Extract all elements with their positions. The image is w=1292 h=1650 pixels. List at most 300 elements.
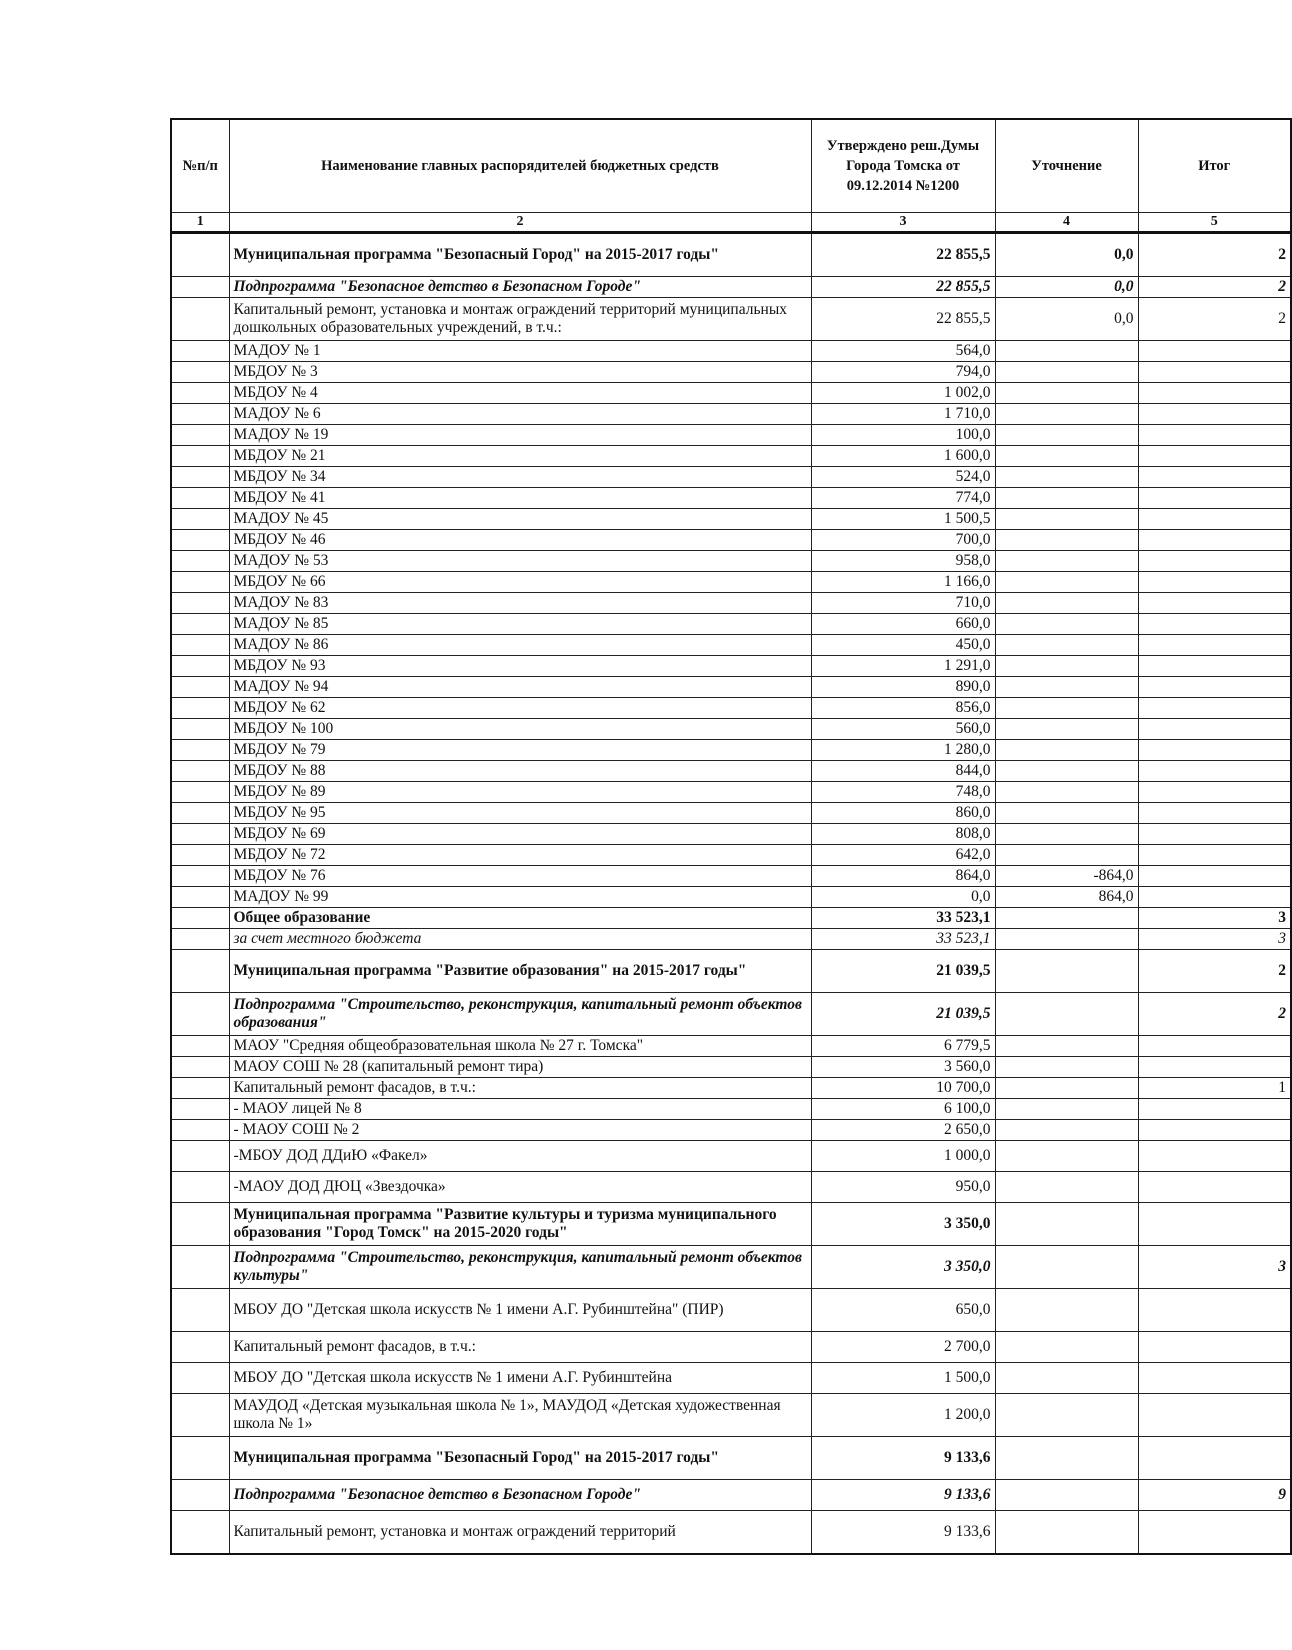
row-change-cell <box>995 362 1138 383</box>
row-total-cell <box>1138 1332 1291 1363</box>
row-name-cell: - МАОУ лицей № 8 <box>229 1099 811 1120</box>
row-change-cell <box>995 1289 1138 1332</box>
table-row <box>171 740 1291 761</box>
row-total-cell <box>1138 614 1291 635</box>
row-index-cell <box>171 908 229 929</box>
row-index-cell <box>171 341 229 362</box>
row-index-cell <box>171 1480 229 1511</box>
row-total-cell: 3 <box>1138 1246 1291 1289</box>
row-change-cell: -864,0 <box>995 866 1138 887</box>
row-total-cell <box>1138 341 1291 362</box>
row-change-cell <box>995 1511 1138 1555</box>
row-index-cell <box>171 233 229 277</box>
row-approved-cell: 1 291,0 <box>811 656 995 677</box>
row-total-cell: 2 <box>1138 277 1291 298</box>
row-index-cell <box>171 677 229 698</box>
row-name-cell: МБДОУ № 79 <box>229 740 811 761</box>
row-approved-cell: 1 000,0 <box>811 1141 995 1172</box>
row-name-cell: МБДОУ № 69 <box>229 824 811 845</box>
row-approved-cell: 33 523,1 <box>811 908 995 929</box>
table-row <box>171 233 1291 277</box>
row-total-cell <box>1138 803 1291 824</box>
row-change-cell <box>995 551 1138 572</box>
row-index-cell <box>171 803 229 824</box>
table-row <box>171 551 1291 572</box>
row-approved-cell: 21 039,5 <box>811 993 995 1036</box>
row-name-cell: МБДОУ № 89 <box>229 782 811 803</box>
row-change-cell <box>995 698 1138 719</box>
row-approved-cell: 860,0 <box>811 803 995 824</box>
budget-table-wrapper <box>170 118 1286 1650</box>
row-index-cell <box>171 404 229 425</box>
row-index-cell <box>171 572 229 593</box>
row-change-cell <box>995 908 1138 929</box>
row-name-cell: Капитальный ремонт фасадов, в т.ч.: <box>229 1332 811 1363</box>
row-total-cell <box>1138 1289 1291 1332</box>
row-index-cell <box>171 1036 229 1057</box>
row-approved-cell: 1 002,0 <box>811 383 995 404</box>
table-row <box>171 635 1291 656</box>
row-total-cell <box>1138 383 1291 404</box>
row-total-cell: 9 <box>1138 1480 1291 1511</box>
row-total-cell <box>1138 1363 1291 1394</box>
row-name-cell: МАДОУ № 45 <box>229 509 811 530</box>
row-index-cell <box>171 1057 229 1078</box>
row-total-cell <box>1138 635 1291 656</box>
row-change-cell: 0,0 <box>995 233 1138 277</box>
row-name-cell: Подпрограмма "Строительство, реконструкция, капитальный ремонт объектов культуры" <box>229 1246 811 1289</box>
table-row <box>171 824 1291 845</box>
row-change-cell <box>995 614 1138 635</box>
row-name-cell: Общее образование <box>229 908 811 929</box>
row-change-cell <box>995 530 1138 551</box>
row-name-cell: МБДОУ № 95 <box>229 803 811 824</box>
row-name-cell: МБДОУ № 66 <box>229 572 811 593</box>
table-row <box>171 298 1291 341</box>
row-name-cell: МАДОУ № 83 <box>229 593 811 614</box>
row-total-cell <box>1138 824 1291 845</box>
row-total-cell <box>1138 593 1291 614</box>
row-approved-cell: 3 350,0 <box>811 1203 995 1246</box>
row-change-cell <box>995 677 1138 698</box>
row-total-cell <box>1138 446 1291 467</box>
row-name-cell: МАУДОД «Детская музыкальная школа № 1», МАУДОД «Детская художественная школа № 1» <box>229 1394 811 1437</box>
row-index-cell <box>171 383 229 404</box>
row-change-cell <box>995 1172 1138 1203</box>
row-change-cell <box>995 509 1138 530</box>
row-approved-cell: 22 855,5 <box>811 298 995 341</box>
table-row <box>171 425 1291 446</box>
row-name-cell: МБДОУ № 88 <box>229 761 811 782</box>
table-row <box>171 1394 1291 1437</box>
row-name-cell: МАОУ СОШ № 28 (капитальный ремонт тира) <box>229 1057 811 1078</box>
row-change-cell <box>995 1332 1138 1363</box>
table-row <box>171 887 1291 908</box>
row-total-cell <box>1138 782 1291 803</box>
row-name-cell: МБДОУ № 4 <box>229 383 811 404</box>
row-name-cell: Подпрограмма "Строительство, реконструкция, капитальный ремонт объектов образования" <box>229 993 811 1036</box>
row-name-cell: Муниципальная программа "Развитие культуры и туризма муниципального образования "Город Томск" на 2015-2020 годы" <box>229 1203 811 1246</box>
row-index-cell <box>171 614 229 635</box>
row-approved-cell: 3 560,0 <box>811 1057 995 1078</box>
row-name-cell: Подпрограмма "Безопасное детство в Безопасном Городе" <box>229 277 811 298</box>
row-index-cell <box>171 1437 229 1480</box>
row-index-cell <box>171 509 229 530</box>
row-name-cell: Капитальный ремонт, установка и монтаж ограждений территорий <box>229 1511 811 1555</box>
row-name-cell: МБДОУ № 34 <box>229 467 811 488</box>
row-index-cell <box>171 719 229 740</box>
row-name-cell: МАДОУ № 53 <box>229 551 811 572</box>
table-row <box>171 656 1291 677</box>
row-change-cell <box>995 656 1138 677</box>
table-row <box>171 362 1291 383</box>
row-index-cell <box>171 761 229 782</box>
table-row <box>171 467 1291 488</box>
row-name-cell: МБДОУ № 46 <box>229 530 811 551</box>
column-number: 4 <box>995 213 1138 233</box>
row-name-cell: Капитальный ремонт фасадов, в т.ч.: <box>229 1078 811 1099</box>
row-total-cell: 2 <box>1138 233 1291 277</box>
row-name-cell: МАДОУ № 6 <box>229 404 811 425</box>
row-name-cell: Капитальный ремонт, установка и монтаж ограждений территорий муниципальных дошкольных образовательных учреждений, в т.ч.: <box>229 298 811 341</box>
row-index-cell <box>171 866 229 887</box>
table-row <box>171 572 1291 593</box>
row-change-cell <box>995 1246 1138 1289</box>
row-index-cell <box>171 1363 229 1394</box>
row-change-cell <box>995 572 1138 593</box>
row-index-cell <box>171 845 229 866</box>
row-index-cell <box>171 635 229 656</box>
row-change-cell <box>995 761 1138 782</box>
row-change-cell <box>995 993 1138 1036</box>
row-change-cell: 0,0 <box>995 298 1138 341</box>
table-row <box>171 1511 1291 1555</box>
row-index-cell <box>171 740 229 761</box>
row-total-cell <box>1138 1036 1291 1057</box>
row-total-cell <box>1138 845 1291 866</box>
row-total-cell <box>1138 1511 1291 1555</box>
row-total-cell <box>1138 509 1291 530</box>
row-name-cell: Муниципальная программа "Развитие образования" на 2015-2017 годы" <box>229 950 811 993</box>
row-change-cell <box>995 404 1138 425</box>
row-total-cell <box>1138 1203 1291 1246</box>
header-index: №п/п <box>171 119 229 213</box>
table-row <box>171 404 1291 425</box>
row-approved-cell: 22 855,5 <box>811 233 995 277</box>
table-row <box>171 509 1291 530</box>
row-change-cell <box>995 446 1138 467</box>
table-row <box>171 929 1291 950</box>
row-approved-cell: 660,0 <box>811 614 995 635</box>
row-approved-cell: 856,0 <box>811 698 995 719</box>
header-change: Уточнение <box>995 119 1138 213</box>
row-name-cell: МБДОУ № 76 <box>229 866 811 887</box>
row-index-cell <box>171 1332 229 1363</box>
row-approved-cell: 6 100,0 <box>811 1099 995 1120</box>
table-row <box>171 614 1291 635</box>
table-row <box>171 698 1291 719</box>
row-change-cell <box>995 803 1138 824</box>
row-approved-cell: 21 039,5 <box>811 950 995 993</box>
row-approved-cell: 650,0 <box>811 1289 995 1332</box>
row-change-cell <box>995 1203 1138 1246</box>
row-approved-cell: 9 133,6 <box>811 1511 995 1555</box>
row-change-cell <box>995 1120 1138 1141</box>
row-approved-cell: 100,0 <box>811 425 995 446</box>
row-change-cell <box>995 1437 1138 1480</box>
row-change-cell <box>995 383 1138 404</box>
column-number: 3 <box>811 213 995 233</box>
row-name-cell: МБДОУ № 41 <box>229 488 811 509</box>
row-name-cell: за счет местного бюджета <box>229 929 811 950</box>
row-total-cell <box>1138 362 1291 383</box>
row-total-cell <box>1138 425 1291 446</box>
row-index-cell <box>171 698 229 719</box>
row-name-cell: МАДОУ № 19 <box>229 425 811 446</box>
row-total-cell: 2 <box>1138 993 1291 1036</box>
row-index-cell <box>171 277 229 298</box>
row-index-cell <box>171 362 229 383</box>
row-approved-cell: 564,0 <box>811 341 995 362</box>
row-approved-cell: 1 200,0 <box>811 1394 995 1437</box>
row-total-cell <box>1138 1437 1291 1480</box>
row-name-cell: Муниципальная программа "Безопасный Город" на 2015-2017 годы" <box>229 1437 811 1480</box>
table-row <box>171 446 1291 467</box>
row-index-cell <box>171 993 229 1036</box>
row-index-cell <box>171 1289 229 1332</box>
row-index-cell <box>171 1246 229 1289</box>
row-total-cell <box>1138 1394 1291 1437</box>
row-total-cell <box>1138 467 1291 488</box>
row-approved-cell: 808,0 <box>811 824 995 845</box>
row-index-cell <box>171 298 229 341</box>
row-approved-cell: 2 650,0 <box>811 1120 995 1141</box>
row-total-cell: 2 <box>1138 950 1291 993</box>
row-approved-cell: 710,0 <box>811 593 995 614</box>
row-approved-cell: 1 166,0 <box>811 572 995 593</box>
row-name-cell: МАОУ "Средняя общеобразовательная школа № 27 г. Томска" <box>229 1036 811 1057</box>
row-approved-cell: 10 700,0 <box>811 1078 995 1099</box>
row-name-cell: МБДОУ № 3 <box>229 362 811 383</box>
table-header-row <box>171 119 1291 213</box>
row-change-cell <box>995 593 1138 614</box>
header-approved: Утверждено реш.Думы Города Томска от 09.12.2014 №1200 <box>811 119 995 213</box>
row-index-cell <box>171 1511 229 1555</box>
row-approved-cell: 2 700,0 <box>811 1332 995 1363</box>
table-row <box>171 1120 1291 1141</box>
row-change-cell <box>995 950 1138 993</box>
row-index-cell <box>171 1203 229 1246</box>
table-row <box>171 1363 1291 1394</box>
row-total-cell <box>1138 404 1291 425</box>
row-approved-cell: 9 133,6 <box>811 1437 995 1480</box>
row-index-cell <box>171 782 229 803</box>
row-change-cell <box>995 425 1138 446</box>
row-change-cell <box>995 488 1138 509</box>
row-change-cell <box>995 1363 1138 1394</box>
row-name-cell: МБДОУ № 21 <box>229 446 811 467</box>
header-name: Наименование главных распорядителей бюджетных средств <box>229 119 811 213</box>
row-total-cell <box>1138 656 1291 677</box>
row-change-cell <box>995 341 1138 362</box>
table-row <box>171 383 1291 404</box>
row-total-cell <box>1138 551 1291 572</box>
table-row <box>171 1172 1291 1203</box>
table-row <box>171 530 1291 551</box>
row-index-cell <box>171 1078 229 1099</box>
row-approved-cell: 794,0 <box>811 362 995 383</box>
row-index-cell <box>171 824 229 845</box>
row-total-cell <box>1138 572 1291 593</box>
row-approved-cell: 9 133,6 <box>811 1480 995 1511</box>
row-total-cell <box>1138 1172 1291 1203</box>
table-row <box>171 782 1291 803</box>
row-change-cell <box>995 1099 1138 1120</box>
row-approved-cell: 0,0 <box>811 887 995 908</box>
row-index-cell <box>171 593 229 614</box>
column-numbers-row <box>171 213 1291 233</box>
row-name-cell: МБДОУ № 93 <box>229 656 811 677</box>
row-total-cell: 1 <box>1138 1078 1291 1099</box>
table-row <box>171 761 1291 782</box>
table-row <box>171 908 1291 929</box>
row-name-cell: МБОУ ДО "Детская школа искусств № 1 имени А.Г. Рубинштейна" (ПИР) <box>229 1289 811 1332</box>
table-row <box>171 1036 1291 1057</box>
row-approved-cell: 560,0 <box>811 719 995 740</box>
header-total: Итог <box>1138 119 1291 213</box>
row-approved-cell: 22 855,5 <box>811 277 995 298</box>
table-row <box>171 593 1291 614</box>
row-change-cell <box>995 1078 1138 1099</box>
table-row <box>171 1437 1291 1480</box>
row-name-cell: -МБОУ ДОД ДДиЮ «Факел» <box>229 1141 811 1172</box>
row-name-cell: МАДОУ № 86 <box>229 635 811 656</box>
row-total-cell <box>1138 1120 1291 1141</box>
row-total-cell: 3 <box>1138 929 1291 950</box>
row-name-cell: МАДОУ № 99 <box>229 887 811 908</box>
row-approved-cell: 1 280,0 <box>811 740 995 761</box>
row-index-cell <box>171 929 229 950</box>
row-approved-cell: 890,0 <box>811 677 995 698</box>
row-index-cell <box>171 488 229 509</box>
row-approved-cell: 958,0 <box>811 551 995 572</box>
row-approved-cell: 642,0 <box>811 845 995 866</box>
table-row <box>171 845 1291 866</box>
row-index-cell <box>171 1394 229 1437</box>
column-number: 5 <box>1138 213 1291 233</box>
row-total-cell <box>1138 530 1291 551</box>
row-name-cell: МАДОУ № 1 <box>229 341 811 362</box>
row-approved-cell: 3 350,0 <box>811 1246 995 1289</box>
row-approved-cell: 700,0 <box>811 530 995 551</box>
row-total-cell <box>1138 719 1291 740</box>
table-row <box>171 866 1291 887</box>
row-approved-cell: 774,0 <box>811 488 995 509</box>
row-name-cell: МБДОУ № 62 <box>229 698 811 719</box>
row-change-cell <box>995 740 1138 761</box>
row-index-cell <box>171 950 229 993</box>
row-index-cell <box>171 551 229 572</box>
row-name-cell: МБДОУ № 100 <box>229 719 811 740</box>
row-approved-cell: 748,0 <box>811 782 995 803</box>
row-total-cell <box>1138 1141 1291 1172</box>
row-name-cell: МБОУ ДО "Детская школа искусств № 1 имени А.Г. Рубинштейна <box>229 1363 811 1394</box>
row-change-cell <box>995 1057 1138 1078</box>
row-total-cell <box>1138 887 1291 908</box>
table-row <box>171 950 1291 993</box>
row-total-cell <box>1138 761 1291 782</box>
row-approved-cell: 950,0 <box>811 1172 995 1203</box>
row-change-cell <box>995 782 1138 803</box>
row-name-cell: МАДОУ № 94 <box>229 677 811 698</box>
row-change-cell <box>995 719 1138 740</box>
row-change-cell <box>995 467 1138 488</box>
column-number: 2 <box>229 213 811 233</box>
row-total-cell <box>1138 1057 1291 1078</box>
row-index-cell <box>171 1099 229 1120</box>
row-approved-cell: 864,0 <box>811 866 995 887</box>
row-index-cell <box>171 1172 229 1203</box>
row-change-cell <box>995 929 1138 950</box>
row-total-cell <box>1138 1099 1291 1120</box>
table-row <box>171 1246 1291 1289</box>
row-index-cell <box>171 467 229 488</box>
row-change-cell <box>995 635 1138 656</box>
row-approved-cell: 1 500,5 <box>811 509 995 530</box>
table-row <box>171 677 1291 698</box>
column-number: 1 <box>171 213 229 233</box>
row-change-cell: 864,0 <box>995 887 1138 908</box>
table-row <box>171 993 1291 1036</box>
row-name-cell: МБДОУ № 72 <box>229 845 811 866</box>
row-total-cell <box>1138 677 1291 698</box>
row-name-cell: Муниципальная программа "Безопасный Город" на 2015-2017 годы" <box>229 233 811 277</box>
row-index-cell <box>171 425 229 446</box>
table-row <box>171 1289 1291 1332</box>
row-change-cell <box>995 845 1138 866</box>
table-row <box>171 1332 1291 1363</box>
row-approved-cell: 1 710,0 <box>811 404 995 425</box>
row-approved-cell: 1 500,0 <box>811 1363 995 1394</box>
table-row <box>171 1057 1291 1078</box>
row-index-cell <box>171 1141 229 1172</box>
row-approved-cell: 1 600,0 <box>811 446 995 467</box>
row-change-cell <box>995 1036 1138 1057</box>
row-total-cell <box>1138 740 1291 761</box>
row-approved-cell: 6 779,5 <box>811 1036 995 1057</box>
row-index-cell <box>171 887 229 908</box>
table-row <box>171 1141 1291 1172</box>
row-approved-cell: 450,0 <box>811 635 995 656</box>
table-row <box>171 1078 1291 1099</box>
table-body <box>171 233 1291 1555</box>
table-row <box>171 1099 1291 1120</box>
table-row <box>171 1480 1291 1511</box>
row-change-cell <box>995 824 1138 845</box>
table-row <box>171 719 1291 740</box>
row-name-cell: -МАОУ ДОД ДЮЦ «Звездочка» <box>229 1172 811 1203</box>
row-index-cell <box>171 530 229 551</box>
row-total-cell: 2 <box>1138 298 1291 341</box>
table-row <box>171 488 1291 509</box>
row-change-cell <box>995 1394 1138 1437</box>
budget-table <box>170 118 1292 1555</box>
table-row <box>171 341 1291 362</box>
row-total-cell <box>1138 698 1291 719</box>
row-total-cell: 3 <box>1138 908 1291 929</box>
row-total-cell <box>1138 488 1291 509</box>
row-total-cell <box>1138 866 1291 887</box>
